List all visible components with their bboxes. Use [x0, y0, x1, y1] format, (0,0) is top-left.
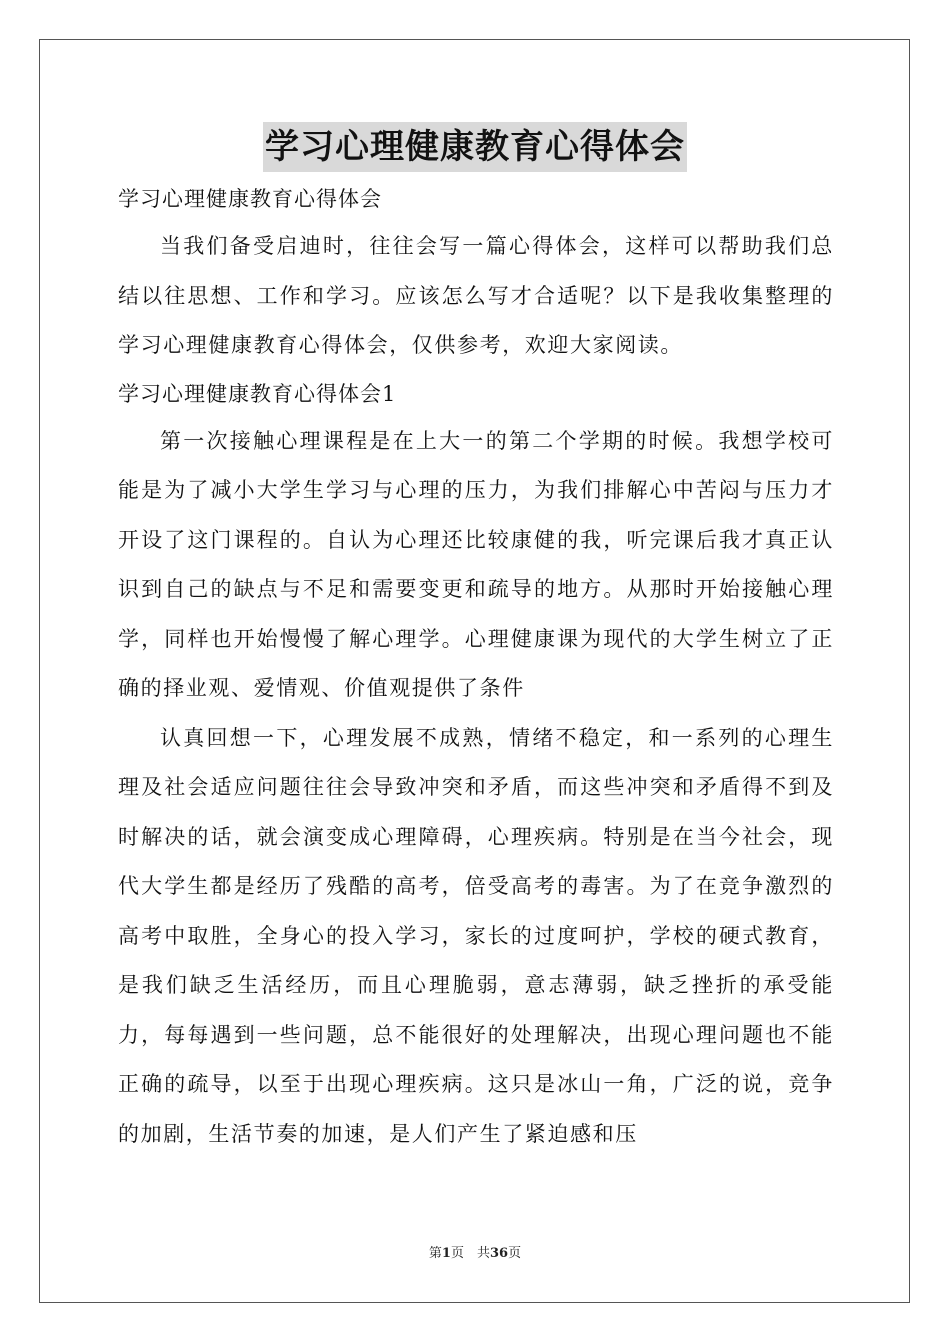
body-paragraph-1: 第一次接触心理课程是在上大一的第二个学期的时候。我想学校可能是为了减小大学生学习与心理的压力，为我们排解心中苦闷与压力才开设了这门课程的。自认为心理还比较康健的我，听完课后我才真正认识到自己的缺点与不足和需要变更和疏导的地方。从那时开始接触心理学，同样也开始慢慢了解心理学。心理健康课为现代的大学生树立了正确的择业观、爱情观、价值观提供了条件	[118, 428, 834, 700]
intro-paragraph: 当我们备受启迪时，往往会写一篇心得体会，这样可以帮助我们总结以往思想、工作和学习。应该怎么写才合适呢？以下是我收集整理的学习心理健康教育心得体会，仅供参考，欢迎大家阅读。	[118, 234, 834, 357]
document-title: 学习心理健康教育心得体会	[263, 122, 687, 172]
footer-total-pages: 36	[489, 1246, 509, 1261]
section-heading: 学习心理健康教育心得体会1	[118, 381, 397, 406]
footer-page-prefix: 第	[428, 1246, 442, 1261]
document-subtitle: 学习心理健康教育心得体会	[118, 187, 382, 211]
document-body	[118, 176, 834, 1159]
title-container	[0, 122, 950, 172]
footer-page-mid: 页 共	[450, 1246, 490, 1261]
footer-current-page: 1	[441, 1246, 451, 1261]
footer-page-suffix: 页	[508, 1246, 522, 1261]
page-footer	[0, 1244, 950, 1264]
body-paragraph-2: 认真回想一下，心理发展不成熟，情绪不稳定，和一系列的心理生理及社会适应问题往往会导致冲突和矛盾，而这些冲突和矛盾得不到及时解决的话，就会演变成心理障碍，心理疾病。特别是在当今社会，现代大学生都是经历了残酷的高考，倍受高考的毒害。为了在竞争激烈的高考中取胜，全身心的投入学习，家长的过度呵护，学校的硬式教育，是我们缺乏生活经历，而且心理脆弱，意志薄弱，缺乏挫折的承受能力，每每遇到一些问题，总不能很好的处理解决，出现心理问题也不能正确的疏导，以至于出现心理疾病。这只是冰山一角，广泛的说，竞争的加剧，生活节奏的加速，是人们产生了紧迫感和压	[118, 725, 834, 1146]
